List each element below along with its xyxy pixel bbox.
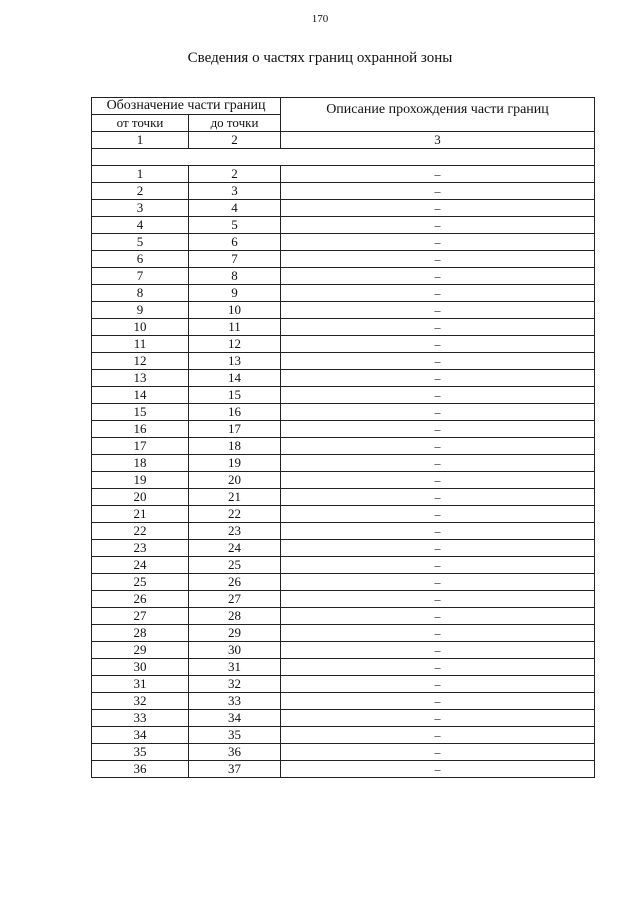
from-point-cell: 10 xyxy=(92,319,189,336)
description-cell: – xyxy=(281,574,595,591)
table-row xyxy=(92,353,595,370)
to-point-cell: 2 xyxy=(189,166,281,183)
description-cell: – xyxy=(281,608,595,625)
to-point-cell: 6 xyxy=(189,234,281,251)
table-row xyxy=(92,676,595,693)
description-cell: – xyxy=(281,319,595,336)
from-point-cell: 22 xyxy=(92,523,189,540)
table-row xyxy=(92,455,595,472)
page-title: Сведения о частях границ охранной зоны xyxy=(187,50,453,66)
spacer-row xyxy=(92,149,595,166)
from-point-cell: 31 xyxy=(92,676,189,693)
description-cell: – xyxy=(281,370,595,387)
description-cell: – xyxy=(281,166,595,183)
description-cell: – xyxy=(281,336,595,353)
from-point-cell: 1 xyxy=(92,166,189,183)
from-point-cell: 12 xyxy=(92,353,189,370)
table-row xyxy=(92,591,595,608)
from-point-cell: 33 xyxy=(92,710,189,727)
to-point-cell: 26 xyxy=(189,574,281,591)
to-point-cell: 21 xyxy=(189,489,281,506)
to-point-cell: 22 xyxy=(189,506,281,523)
from-point-cell: 2 xyxy=(92,183,189,200)
from-point-cell: 5 xyxy=(92,234,189,251)
to-point-cell: 5 xyxy=(189,217,281,234)
header-to-point: до точки xyxy=(189,115,281,132)
table-row xyxy=(92,608,595,625)
to-point-cell: 11 xyxy=(189,319,281,336)
description-cell: – xyxy=(281,744,595,761)
from-point-cell: 18 xyxy=(92,455,189,472)
from-point-cell: 17 xyxy=(92,438,189,455)
column-number-3: 3 xyxy=(281,132,595,149)
from-point-cell: 15 xyxy=(92,404,189,421)
from-point-cell: 16 xyxy=(92,421,189,438)
to-point-cell: 34 xyxy=(189,710,281,727)
to-point-cell: 35 xyxy=(189,727,281,744)
to-point-cell: 14 xyxy=(189,370,281,387)
header-boundary-description: Описание прохождения части границ xyxy=(281,98,595,132)
table-row xyxy=(92,387,595,404)
to-point-cell: 8 xyxy=(189,268,281,285)
from-point-cell: 14 xyxy=(92,387,189,404)
description-cell: – xyxy=(281,489,595,506)
table-row xyxy=(92,183,595,200)
table-row xyxy=(92,234,595,251)
column-number-1: 1 xyxy=(92,132,189,149)
to-point-cell: 31 xyxy=(189,659,281,676)
to-point-cell: 12 xyxy=(189,336,281,353)
from-point-cell: 23 xyxy=(92,540,189,557)
from-point-cell: 4 xyxy=(92,217,189,234)
description-cell: – xyxy=(281,693,595,710)
description-cell: – xyxy=(281,302,595,319)
to-point-cell: 28 xyxy=(189,608,281,625)
to-point-cell: 7 xyxy=(189,251,281,268)
description-cell: – xyxy=(281,540,595,557)
header-from-point: от точки xyxy=(92,115,189,132)
description-cell: – xyxy=(281,217,595,234)
description-cell: – xyxy=(281,285,595,302)
to-point-cell: 4 xyxy=(189,200,281,217)
table-row xyxy=(92,693,595,710)
from-point-cell: 28 xyxy=(92,625,189,642)
description-cell: – xyxy=(281,506,595,523)
description-cell: – xyxy=(281,353,595,370)
from-point-cell: 13 xyxy=(92,370,189,387)
table-row xyxy=(92,506,595,523)
description-cell: – xyxy=(281,200,595,217)
table-row xyxy=(92,336,595,353)
from-point-cell: 6 xyxy=(92,251,189,268)
description-cell: – xyxy=(281,455,595,472)
to-point-cell: 18 xyxy=(189,438,281,455)
to-point-cell: 13 xyxy=(189,353,281,370)
table-row xyxy=(92,727,595,744)
table-row xyxy=(92,251,595,268)
to-point-cell: 15 xyxy=(189,387,281,404)
description-cell: – xyxy=(281,710,595,727)
to-point-cell: 25 xyxy=(189,557,281,574)
from-point-cell: 26 xyxy=(92,591,189,608)
to-point-cell: 29 xyxy=(189,625,281,642)
to-point-cell: 20 xyxy=(189,472,281,489)
description-cell: – xyxy=(281,676,595,693)
description-cell: – xyxy=(281,625,595,642)
table-row xyxy=(92,472,595,489)
description-cell: – xyxy=(281,421,595,438)
table-row xyxy=(92,540,595,557)
page-number: 170 xyxy=(311,13,329,25)
description-cell: – xyxy=(281,761,595,778)
to-point-cell: 19 xyxy=(189,455,281,472)
boundary-table xyxy=(91,97,595,778)
table-row xyxy=(92,574,595,591)
from-point-cell: 21 xyxy=(92,506,189,523)
description-cell: – xyxy=(281,659,595,676)
from-point-cell: 32 xyxy=(92,693,189,710)
from-point-cell: 24 xyxy=(92,557,189,574)
table-row xyxy=(92,625,595,642)
from-point-cell: 27 xyxy=(92,608,189,625)
from-point-cell: 9 xyxy=(92,302,189,319)
table-row xyxy=(92,319,595,336)
to-point-cell: 16 xyxy=(189,404,281,421)
from-point-cell: 3 xyxy=(92,200,189,217)
column-number-2: 2 xyxy=(189,132,281,149)
to-point-cell: 37 xyxy=(189,761,281,778)
to-point-cell: 3 xyxy=(189,183,281,200)
from-point-cell: 35 xyxy=(92,744,189,761)
description-cell: – xyxy=(281,387,595,404)
table-row xyxy=(92,370,595,387)
from-point-cell: 11 xyxy=(92,336,189,353)
to-point-cell: 23 xyxy=(189,523,281,540)
to-point-cell: 24 xyxy=(189,540,281,557)
table-row xyxy=(92,710,595,727)
description-cell: – xyxy=(281,727,595,744)
from-point-cell: 36 xyxy=(92,761,189,778)
from-point-cell: 29 xyxy=(92,642,189,659)
table-row xyxy=(92,217,595,234)
description-cell: – xyxy=(281,557,595,574)
table-row xyxy=(92,421,595,438)
table-row xyxy=(92,268,595,285)
table-row xyxy=(92,200,595,217)
description-cell: – xyxy=(281,642,595,659)
from-point-cell: 20 xyxy=(92,489,189,506)
spacer-cell xyxy=(92,149,595,166)
table-row xyxy=(92,642,595,659)
description-cell: – xyxy=(281,268,595,285)
table-row xyxy=(92,523,595,540)
from-point-cell: 19 xyxy=(92,472,189,489)
table-row xyxy=(92,404,595,421)
description-cell: – xyxy=(281,523,595,540)
table-row xyxy=(92,285,595,302)
from-point-cell: 30 xyxy=(92,659,189,676)
table-row xyxy=(92,557,595,574)
table-row xyxy=(92,761,595,778)
to-point-cell: 30 xyxy=(189,642,281,659)
to-point-cell: 32 xyxy=(189,676,281,693)
to-point-cell: 27 xyxy=(189,591,281,608)
table-row xyxy=(92,744,595,761)
from-point-cell: 25 xyxy=(92,574,189,591)
header-boundary-designation: Обозначение части границ xyxy=(92,98,281,115)
from-point-cell: 34 xyxy=(92,727,189,744)
to-point-cell: 36 xyxy=(189,744,281,761)
table-row xyxy=(92,438,595,455)
description-cell: – xyxy=(281,472,595,489)
to-point-cell: 33 xyxy=(189,693,281,710)
to-point-cell: 9 xyxy=(189,285,281,302)
description-cell: – xyxy=(281,251,595,268)
description-cell: – xyxy=(281,183,595,200)
table-row xyxy=(92,659,595,676)
description-cell: – xyxy=(281,438,595,455)
table-body xyxy=(92,166,595,778)
from-point-cell: 7 xyxy=(92,268,189,285)
to-point-cell: 17 xyxy=(189,421,281,438)
table-row xyxy=(92,489,595,506)
table-row xyxy=(92,166,595,183)
from-point-cell: 8 xyxy=(92,285,189,302)
description-cell: – xyxy=(281,404,595,421)
description-cell: – xyxy=(281,234,595,251)
table-row xyxy=(92,302,595,319)
to-point-cell: 10 xyxy=(189,302,281,319)
description-cell: – xyxy=(281,591,595,608)
